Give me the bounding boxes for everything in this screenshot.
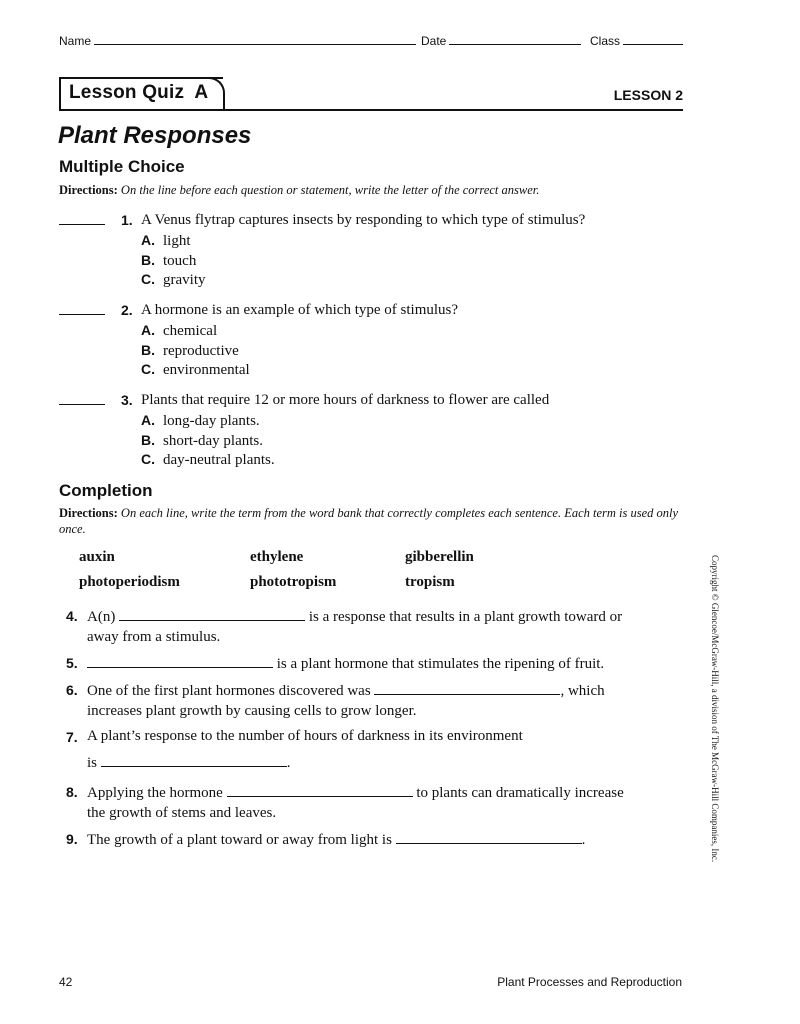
class-field[interactable]	[590, 32, 683, 48]
class-label: Class	[590, 34, 621, 48]
question-text: A hormone is an example of which type of stimulus?	[141, 302, 459, 318]
option-letter: C.	[141, 451, 155, 467]
directions-text: On each line, write the term from the word bank that correctly completes each sentence. Each term is used only once.	[59, 506, 679, 536]
question-number: 4.	[66, 608, 78, 624]
option-text: chemical	[163, 323, 218, 339]
word-bank-term: phototropism	[250, 574, 337, 590]
text-after: is a response that results in a plant growth toward or	[308, 609, 623, 625]
word-bank-term: ethylene	[250, 549, 304, 565]
question-body	[87, 723, 687, 777]
mc-question-3	[59, 391, 699, 471]
completion-question-8	[66, 782, 686, 824]
copyright-notice: Copyright © Glencoe/McGraw-Hill, a division of The McGraw-Hill Companies, Inc.	[710, 555, 720, 863]
mc-question-2	[59, 301, 699, 381]
answer-fill-line[interactable]	[374, 680, 560, 695]
mc-question-1	[59, 211, 699, 291]
quiz-title: Lesson Quiz A	[69, 82, 209, 103]
text-after: to plants can dramatically increase	[416, 785, 624, 801]
page-title: Plant Responses	[58, 122, 252, 149]
completion-directions	[59, 505, 683, 537]
option-letter: A.	[141, 412, 155, 428]
question-body	[87, 782, 687, 823]
text-after: .	[286, 755, 291, 771]
option-c	[141, 270, 206, 291]
option-b	[141, 251, 196, 272]
text-first-line: A plant’s response to the number of hours of darkness in its environment	[87, 728, 523, 744]
word-bank-term: tropism	[405, 574, 455, 590]
word-bank-term: gibberellin	[405, 549, 474, 565]
question-text: A Venus flytrap captures insects by responding to which type of stimulus?	[141, 212, 586, 228]
option-text: short-day plants.	[163, 432, 263, 449]
question-number: 7.	[66, 729, 78, 745]
completion-question-6	[66, 680, 686, 722]
name-input-line[interactable]	[94, 32, 416, 45]
answer-fill-line[interactable]	[396, 829, 582, 844]
option-text: environmental	[163, 362, 250, 378]
option-text: long-day plants.	[163, 413, 260, 429]
student-info-fields	[59, 32, 683, 50]
date-field[interactable]	[421, 32, 581, 48]
completion-question-9	[66, 829, 686, 851]
option-letter: B.	[141, 341, 155, 358]
directions-text: On the line before each question or statement, write the letter of the correct answer.	[120, 183, 540, 197]
question-number: 8.	[66, 784, 78, 800]
directions-label: Directions:	[59, 183, 118, 197]
answer-blank[interactable]	[59, 314, 105, 315]
question-body	[87, 680, 687, 721]
option-letter: C.	[141, 361, 155, 377]
option-text: light	[163, 233, 191, 249]
footer-section-title: Plant Processes and Reproduction	[497, 975, 682, 989]
option-text: day-neutral plants.	[163, 452, 275, 468]
answer-blank[interactable]	[59, 404, 105, 405]
option-letter: B.	[141, 251, 155, 268]
question-text: Plants that require 12 or more hours of darkness to flower are called	[141, 392, 550, 408]
option-b	[141, 341, 239, 362]
question-body	[87, 653, 687, 674]
option-letter: A.	[141, 232, 155, 248]
text-after: , which	[560, 683, 605, 699]
option-letter: A.	[141, 322, 155, 338]
completion-question-7	[66, 727, 686, 777]
text-after: is a plant hormone that stimulates the ripening of fruit.	[276, 656, 605, 672]
option-a	[141, 411, 260, 432]
option-text: reproductive	[163, 342, 239, 359]
text-continued: the growth of stems and leaves.	[87, 805, 277, 821]
text-before: One of the first plant hormones discovered was	[87, 683, 371, 699]
option-letter: B.	[141, 431, 155, 448]
question-body	[87, 606, 687, 647]
answer-fill-line[interactable]	[227, 782, 413, 797]
multiple-choice-directions	[59, 182, 683, 198]
answer-fill-line[interactable]	[119, 606, 305, 621]
text-before: The growth of a plant toward or away from light is	[87, 832, 392, 848]
quiz-tab	[59, 77, 223, 109]
multiple-choice-heading: Multiple Choice	[59, 157, 185, 176]
question-number: 5.	[66, 655, 78, 671]
question-number: 9.	[66, 831, 78, 847]
question-number: 2.	[121, 302, 133, 318]
option-b	[141, 431, 263, 452]
option-c	[141, 450, 275, 471]
completion-question-4	[66, 606, 686, 648]
option-a	[141, 231, 191, 252]
date-input-line[interactable]	[449, 32, 581, 45]
option-text: gravity	[163, 272, 206, 288]
completion-heading: Completion	[59, 481, 153, 500]
answer-fill-line[interactable]	[87, 653, 273, 668]
option-a	[141, 321, 217, 342]
option-c	[141, 360, 250, 381]
word-bank-term: auxin	[79, 549, 115, 565]
text-before: Applying the hormone	[87, 785, 223, 801]
question-number: 3.	[121, 392, 133, 408]
page-number: 42	[59, 975, 73, 989]
question-body	[87, 829, 687, 850]
question-number: 1.	[121, 212, 133, 228]
question-number: 6.	[66, 682, 78, 698]
name-field[interactable]	[59, 32, 416, 48]
text-after: .	[581, 832, 586, 848]
word-bank-term: photoperiodism	[79, 574, 180, 590]
text-continued: away from a stimulus.	[87, 629, 221, 645]
directions-label: Directions:	[59, 506, 118, 520]
option-text: touch	[163, 252, 197, 269]
lesson-number: LESSON 2	[613, 87, 683, 103]
text-continued: increases plant growth by causing cells to grow longer.	[87, 703, 417, 719]
name-label: Name	[59, 34, 92, 48]
option-letter: C.	[141, 271, 155, 287]
lesson-banner	[59, 77, 683, 111]
text-before: A(n)	[87, 609, 116, 625]
answer-fill-line[interactable]	[101, 752, 287, 767]
text-before: is	[87, 755, 98, 771]
answer-blank[interactable]	[59, 224, 105, 225]
class-input-line[interactable]	[623, 32, 683, 45]
completion-question-5	[66, 653, 686, 675]
date-label: Date	[421, 34, 447, 48]
word-bank	[79, 549, 499, 599]
